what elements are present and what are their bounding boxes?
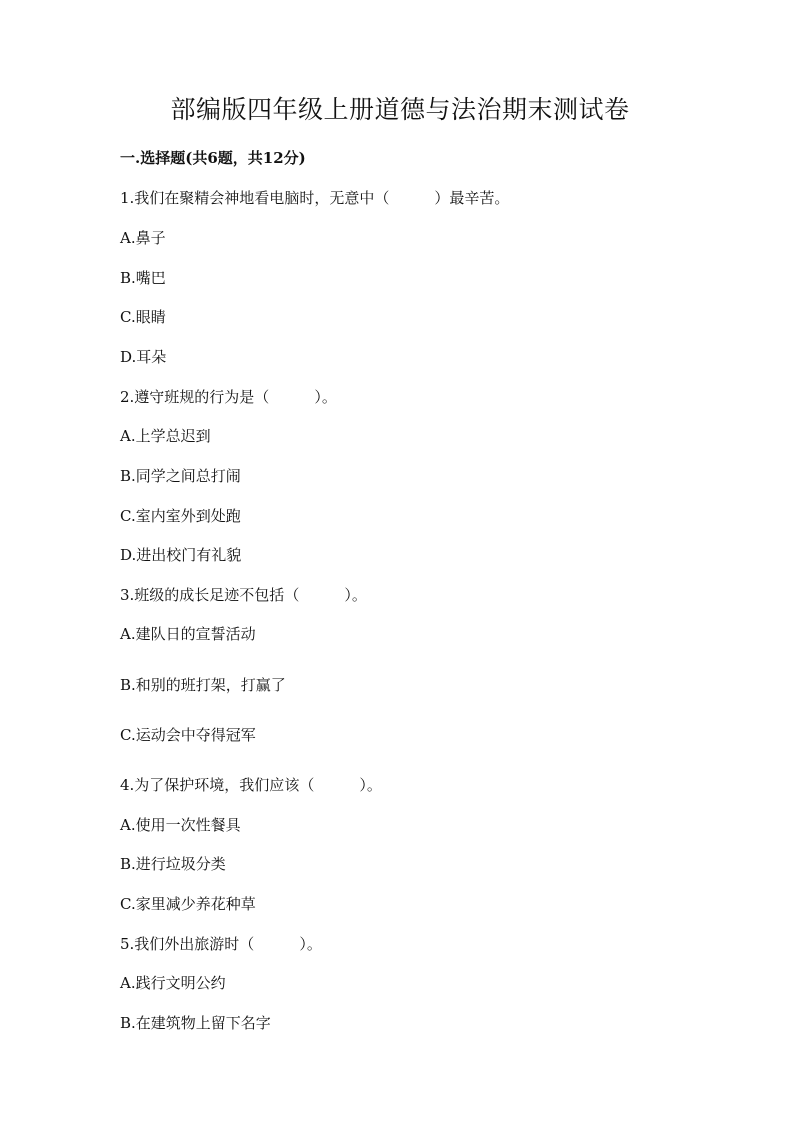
page-title: 部编版四年级上册道德与法治期末测试卷 [170, 95, 630, 124]
question-3-stem: 3.班级的成长足迹不包括（ ）。 [120, 586, 367, 604]
question-5-option-a: A.践行文明公约 [120, 974, 226, 992]
question-2-option-b: B.同学之间总打闹 [120, 467, 241, 485]
question-4-option-b: B.进行垃圾分类 [120, 855, 226, 873]
question-3-option-c: C.运动会中夺得冠军 [120, 726, 256, 744]
question-1-stem: 1.我们在聚精会神地看电脑时，无意中（ ）最辛苦。 [120, 189, 510, 207]
question-2-option-c: C.室内室外到处跑 [120, 507, 241, 525]
question-3-option-b: B.和别的班打架，打赢了 [120, 676, 286, 694]
question-5-option-b: B.在建筑物上留下名字 [120, 1014, 271, 1032]
question-1-option-b: B.嘴巴 [120, 269, 166, 287]
section-heading: 一.选择题(共6题，共12分) [120, 149, 306, 167]
question-2-stem: 2.遵守班规的行为是（ ）。 [120, 388, 337, 406]
question-1-option-d: D.耳朵 [120, 348, 167, 366]
question-1-option-a: A.鼻子 [120, 229, 166, 247]
question-2-option-a: A.上学总迟到 [120, 427, 211, 445]
question-2-option-d: D.进出校门有礼貌 [120, 546, 242, 564]
question-3-option-a: A.建队日的宣誓活动 [120, 625, 256, 643]
question-5-stem: 5.我们外出旅游时（ ）。 [120, 935, 322, 953]
question-1-option-c: C.眼睛 [120, 308, 166, 326]
question-4-stem: 4.为了保护环境，我们应该（ ）。 [120, 776, 382, 794]
question-4-option-c: C.家里减少养花种草 [120, 895, 256, 913]
question-4-option-a: A.使用一次性餐具 [120, 816, 241, 834]
